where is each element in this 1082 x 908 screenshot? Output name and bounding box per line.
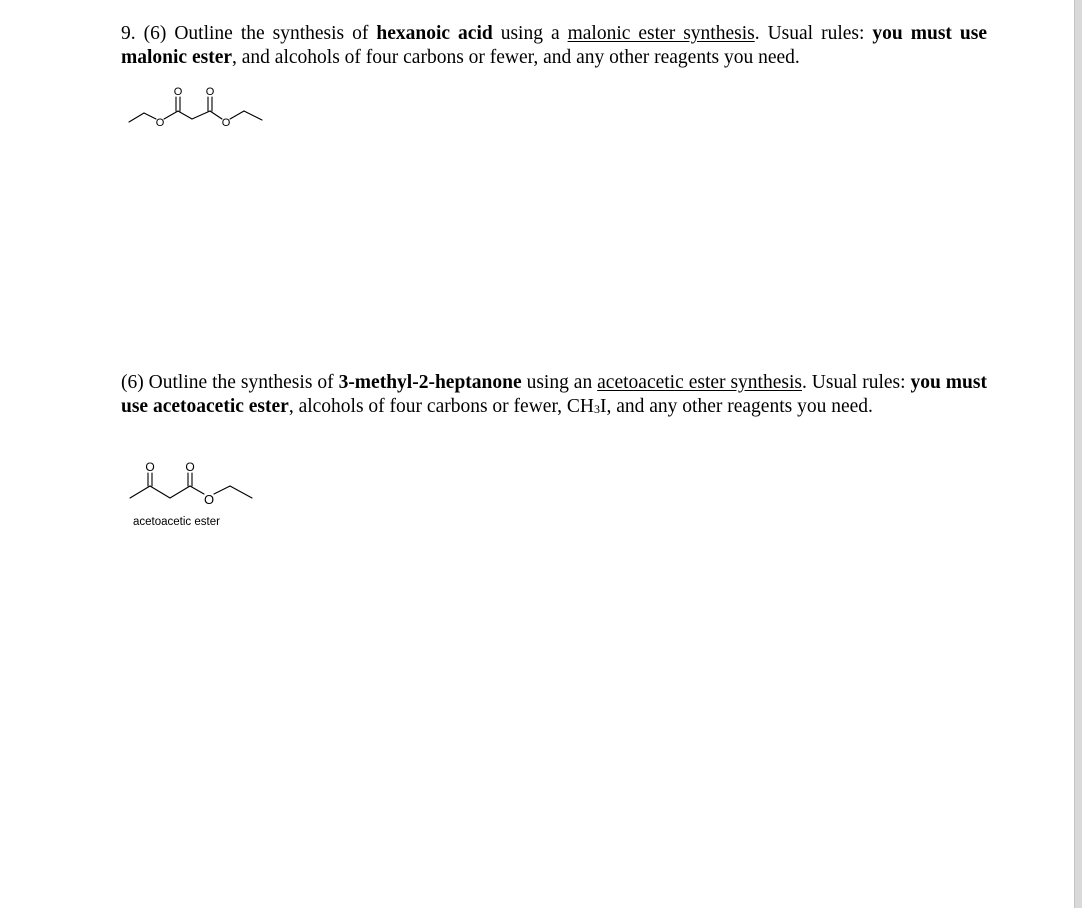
question-9-rule: you must use malonic ester (121, 23, 987, 68)
malonic-bond-2 (144, 113, 156, 119)
aceto-bond-6 (230, 486, 252, 498)
question-9-rest: , and alcohols of four carbons or fewer, and any other reagents you need. (232, 47, 800, 68)
malonic-atom-o-3: O (155, 117, 165, 129)
malonic-atom-o-2: O (205, 86, 215, 98)
question-10-rule: you must use acetoacetic ester (121, 372, 987, 417)
malonic-bond-5 (192, 111, 210, 119)
question-9-method: malonic ester synthesis (567, 23, 755, 44)
malonic-atom-o-4: O (221, 117, 231, 129)
aceto-bond-5 (214, 486, 230, 494)
question-10-subscript: 3 (594, 402, 600, 416)
question-10-mid2: . Usual rules: (801, 372, 911, 393)
malonic-bond-7 (230, 111, 244, 119)
question-9-mid1: using a (492, 23, 568, 44)
question-10-text (121, 371, 987, 420)
malonic-bond-8 (244, 111, 262, 120)
question-10-method: acetoacetic ester synthesis (597, 372, 802, 393)
aceto-atom-o-2: O (185, 460, 195, 474)
question-10-rest-a: , alcohols of four carbons or fewer, CH (288, 396, 594, 417)
aceto-bond-1 (130, 486, 150, 498)
acetoacetic-ester-structure (126, 458, 256, 508)
aceto-atom-o-3: O (203, 492, 215, 507)
question-9-prefix: 9. (6) Outline the synthesis of (121, 23, 377, 44)
malonic-atom-o-1: O (173, 86, 183, 98)
question-10-prefix: (6) Outline the synthesis of (121, 372, 339, 393)
malonic-bond-4 (178, 111, 192, 119)
malonic-bond-1 (129, 113, 144, 122)
question-9-text (121, 22, 987, 70)
aceto-atom-o-1: O (145, 460, 155, 474)
aceto-bond-4 (190, 486, 204, 494)
malonic-bond-6 (210, 111, 222, 119)
acetoacetic-ester-caption: acetoacetic ester (133, 516, 220, 528)
question-10-rest-b: I, and any other reagents you need. (600, 396, 873, 417)
question-10-target: 3-methyl-2-heptanone (338, 372, 522, 393)
malonic-ester-structure (126, 86, 266, 130)
page-edge-scrollbar (1074, 0, 1082, 908)
aceto-bond-3 (170, 486, 190, 498)
question-10-mid1: using an (521, 372, 598, 393)
question-9-mid2: . Usual rules: (754, 23, 873, 44)
question-9-target: hexanoic acid (376, 23, 493, 44)
malonic-bond-3 (164, 111, 178, 119)
aceto-bond-2 (150, 486, 170, 498)
